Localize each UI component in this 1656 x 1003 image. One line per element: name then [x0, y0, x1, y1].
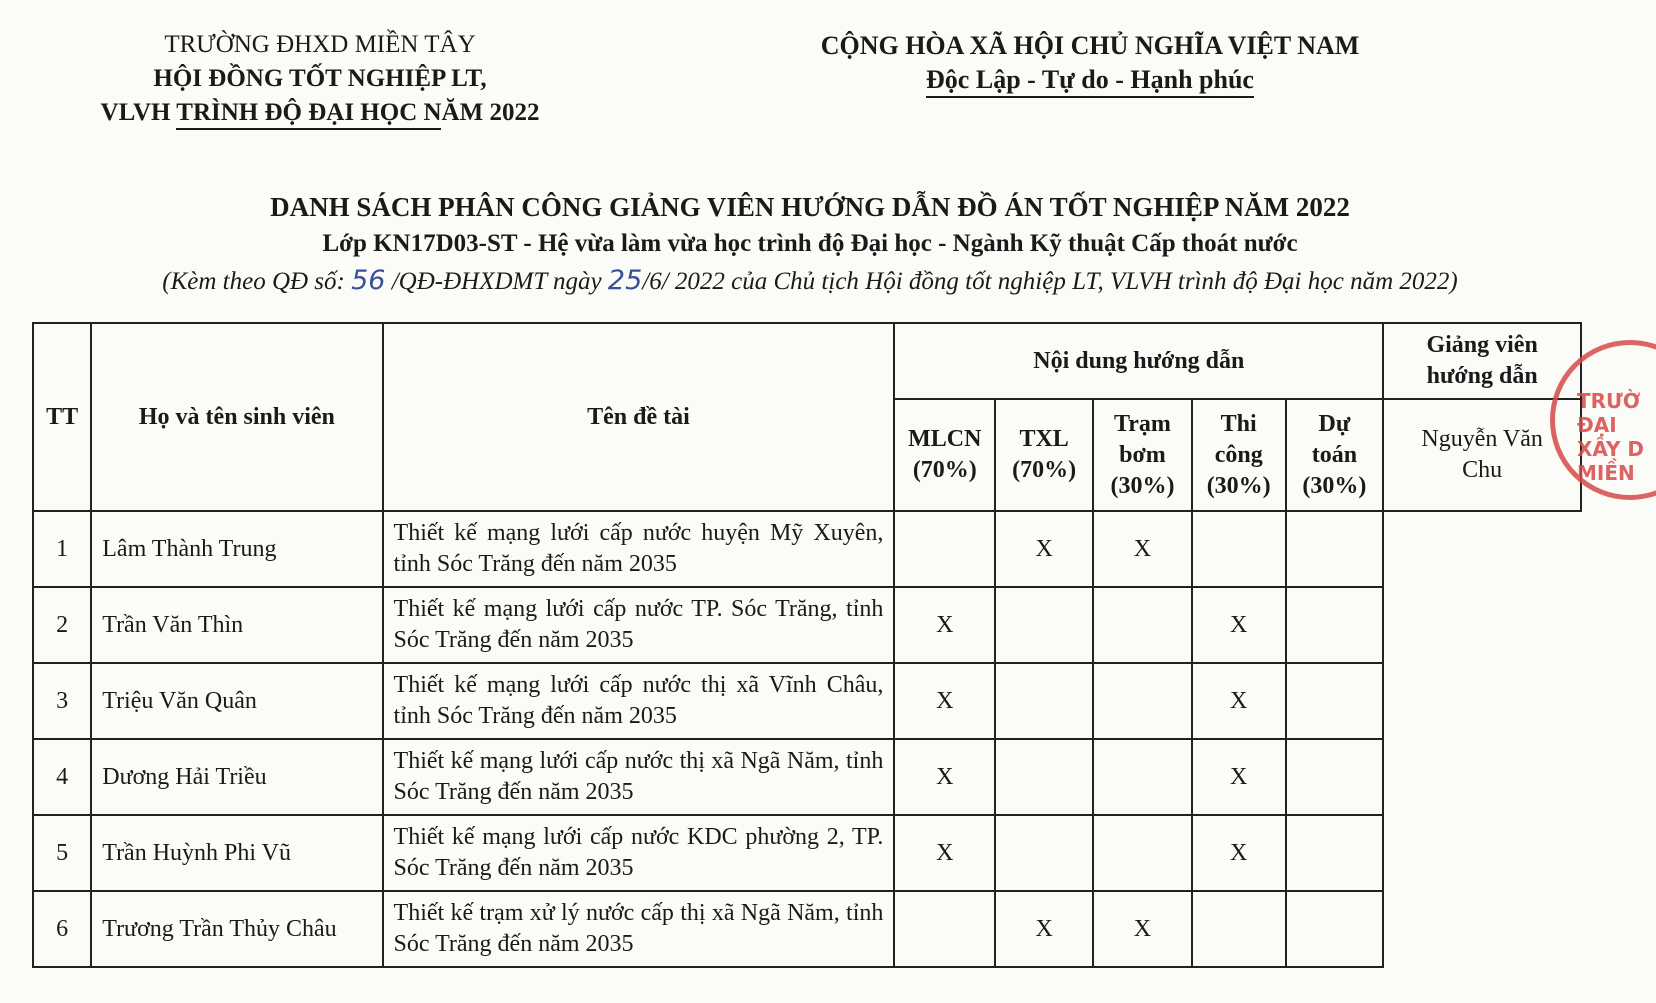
row-topic: Thiết kế mạng lưới cấp nước thị xã Vĩnh Châu, tỉnh Sóc Trăng đến năm 2035 [383, 663, 895, 739]
table-row [33, 739, 1581, 815]
note-middle: /QĐ-ĐHXDMT ngày [385, 268, 608, 295]
issuer-council-level: VLVH TRÌNH ĐỘ ĐẠI HỌC NĂM 2022 [100, 99, 540, 126]
row-student-name: Trương Trần Thủy Châu [91, 891, 382, 967]
subheader-du-toan: Dự toán (30%) [1286, 399, 1384, 511]
mark-tram-bom: X [1093, 511, 1192, 587]
mark-txl: X [995, 511, 1093, 587]
header-content: Nội dung hướng dẫn [894, 323, 1383, 399]
document-title: DANH SÁCH PHÂN CÔNG GIẢNG VIÊN HƯỚNG DẪN ĐỒ ÁN TỐT NGHIỆP NĂM 2022 [270, 192, 1350, 222]
mark-du-toan [1286, 511, 1384, 587]
seal-text: ĐẠI [1577, 413, 1617, 437]
mark-thi-cong: X [1192, 739, 1286, 815]
mark-du-toan [1286, 663, 1384, 739]
table-row [33, 815, 1581, 891]
header-topic: Tên đề tài [383, 323, 895, 511]
row-student-name: Triệu Văn Quân [91, 663, 382, 739]
mark-txl [995, 815, 1093, 891]
mark-txl: X [995, 891, 1093, 967]
row-student-name: Trần Văn Thìn [91, 587, 382, 663]
row-tt: 2 [33, 587, 91, 663]
mark-du-toan [1286, 587, 1384, 663]
decision-note [0, 262, 1620, 301]
issuer-underline [176, 128, 441, 130]
mark-mlcn [894, 891, 995, 967]
mark-du-toan [1286, 739, 1384, 815]
mark-tram-bom [1093, 663, 1192, 739]
mark-mlcn: X [894, 663, 995, 739]
document-subtitle: Lớp KN17D03-ST - Hệ vừa làm vừa học trình độ Đại học - Ngành Kỹ thuật Cấp thoát nước [322, 230, 1298, 257]
row-tt: 1 [33, 511, 91, 587]
row-topic: Thiết kế mạng lưới cấp nước huyện Mỹ Xuyên, tỉnh Sóc Trăng đến năm 2035 [383, 511, 895, 587]
mark-tram-bom: X [1093, 891, 1192, 967]
subheader-thi-cong: Thi công (30%) [1192, 399, 1286, 511]
mark-thi-cong: X [1192, 815, 1286, 891]
mark-tram-bom [1093, 815, 1192, 891]
seal-text: XÂY D [1577, 437, 1645, 461]
header-student-name: Họ và tên sinh viên [91, 323, 382, 511]
decision-day: 25 [607, 265, 643, 296]
note-prefix: (Kèm theo QĐ số: [162, 268, 352, 295]
mark-mlcn: X [894, 815, 995, 891]
issuer-block [60, 28, 580, 130]
row-topic: Thiết kế mạng lưới cấp nước KDC phường 2, TP. Sóc Trăng đến năm 2035 [383, 815, 895, 891]
mark-thi-cong [1192, 511, 1286, 587]
issuer-council: HỘI ĐỒNG TỐT NGHIỆP LT, [153, 65, 487, 92]
country-name: CỘNG HÒA XÃ HỘI CHỦ NGHĨA VIỆT NAM [820, 31, 1360, 60]
mark-mlcn: X [894, 739, 995, 815]
mark-tram-bom [1093, 587, 1192, 663]
subheader-txl: TXL (70%) [995, 399, 1093, 511]
motto: Độc Lập - Tự do - Hạnh phúc [926, 64, 1254, 98]
mark-mlcn [894, 511, 995, 587]
table-row [33, 891, 1581, 967]
table-row [33, 511, 1581, 587]
mark-tram-bom [1093, 739, 1192, 815]
note-suffix: /6/ 2022 của Chủ tịch Hội đồng tốt nghiệp LT, VLVH trình độ Đại học năm 2022) [642, 268, 1458, 295]
row-topic: Thiết kế trạm xử lý nước cấp thị xã Ngã Năm, tỉnh Sóc Trăng đến năm 2035 [383, 891, 895, 967]
national-motto-block [800, 28, 1380, 102]
mark-txl [995, 739, 1093, 815]
header-instructor: Giảng viên hướng dẫn [1383, 323, 1581, 399]
seal-text: MIỀN [1577, 461, 1635, 485]
row-topic: Thiết kế mạng lưới cấp nước thị xã Ngã Năm, tỉnh Sóc Trăng đến năm 2035 [383, 739, 895, 815]
issuer-school: TRƯỜNG ĐHXD MIỀN TÂY [164, 31, 476, 58]
mark-thi-cong: X [1192, 587, 1286, 663]
header-tt: TT [33, 323, 91, 511]
mark-mlcn: X [894, 587, 995, 663]
row-topic: Thiết kế mạng lưới cấp nước TP. Sóc Trăng, tỉnh Sóc Trăng đến năm 2035 [383, 587, 895, 663]
row-student-name: Dương Hải Triều [91, 739, 382, 815]
mark-txl [995, 587, 1093, 663]
decision-number: 56 [351, 265, 386, 296]
instructor-name: Nguyễn Văn Chu [1383, 399, 1581, 511]
row-tt: 5 [33, 815, 91, 891]
row-tt: 4 [33, 739, 91, 815]
document-titles [0, 188, 1620, 301]
row-student-name: Trần Huỳnh Phi Vũ [91, 815, 382, 891]
subheader-tram-bom: Trạm bơm (30%) [1093, 399, 1192, 511]
mark-thi-cong: X [1192, 663, 1286, 739]
mark-thi-cong [1192, 891, 1286, 967]
table-row [33, 663, 1581, 739]
mark-txl [995, 663, 1093, 739]
seal-text: TRƯỜ [1577, 389, 1641, 413]
assignment-table [32, 322, 1582, 968]
subheader-mlcn: MLCN (70%) [894, 399, 995, 511]
row-student-name: Lâm Thành Trung [91, 511, 382, 587]
row-tt: 3 [33, 663, 91, 739]
mark-du-toan [1286, 815, 1384, 891]
table-row [33, 587, 1581, 663]
row-tt: 6 [33, 891, 91, 967]
mark-du-toan [1286, 891, 1384, 967]
